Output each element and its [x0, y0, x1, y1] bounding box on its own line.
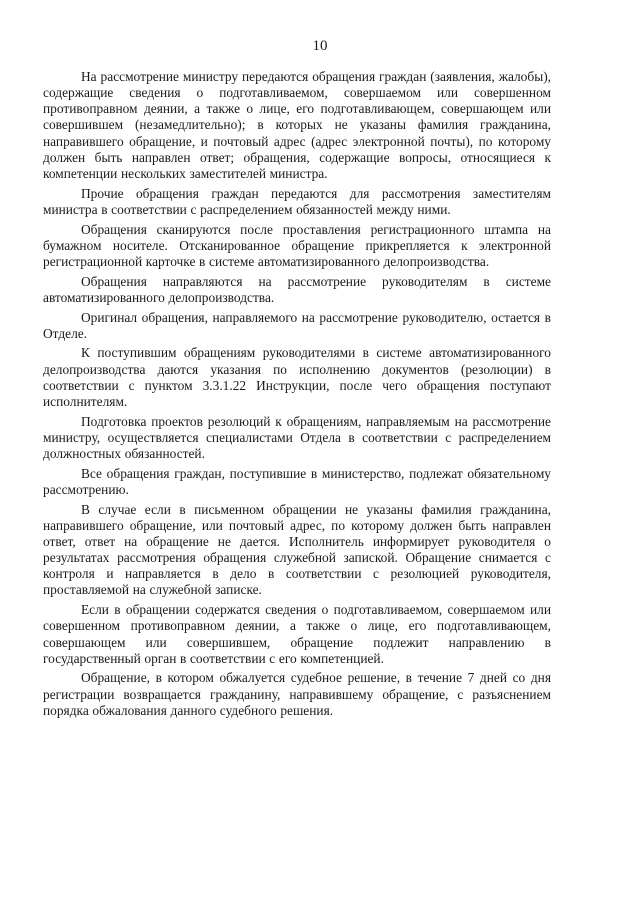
- paragraph-court-decisions: Обращение, в котором обжалуется судебное решение, в течение 7 дней со дня регистрации возвращается гражданину, направившему обращение, с разъяснением порядка обжалования данного судебного решения.: [43, 670, 551, 718]
- paragraph-minister-referral: На рассмотрение министру передаются обращения граждан (заявления, жалобы), содержащие сведения о подготавливаемом, совершаемом или совершенном противоправном деянии, а также о лице, его подготавливающем, совершающем или совершившем (незамедлительно); в которых не указаны фамилия гражданина, направившего обращение, и почтовый адрес (адрес электронной почты), по которому должен быть направлен ответ; обращения, содержащие вопросы, относящиеся к компетенции нескольких заместителей министра.: [43, 69, 551, 181]
- paragraph-mandatory-review: Все обращения граждан, поступившие в министерство, подлежат обязательному рассмотрению.: [43, 465, 551, 497]
- page-number: 10: [312, 38, 328, 54]
- paragraph-original-kept: Оригинал обращения, направляемого на рассмотрение руководителю, остается в Отделе.: [43, 309, 551, 341]
- paragraph-draft-resolutions: Подготовка проектов резолюций к обращениям, направляемым на рассмотрение министру, осуществляется специалистами Отдела в соответствии с распределением должностных обязанностей.: [43, 413, 551, 461]
- paragraph-unlawful-acts: Если в обращении содержатся сведения о подготавливаемом, совершаемом или совершенном противоправном деянии, а также о лице, его подготавливающем, совершающем или совершившем, обращение подлежит направлению в государственный орган в соответствии с его компетенцией.: [43, 602, 551, 666]
- paragraph-routing: Обращения направляются на рассмотрение руководителям в системе автоматизированного делопроизводства.: [43, 273, 551, 305]
- paragraph-resolutions: К поступившим обращениям руководителями в системе автоматизированного делопроизводства даются указания по исполнению документов (резолюции) в соответствии с пунктом 3.3.1.22 Инструкции, после чего обращения поступают исполнителям.: [43, 345, 551, 409]
- paragraph-anonymous-appeals: В случае если в письменном обращении не указаны фамилия гражданина, направившего обращение, или почтовый адрес, по которому должен быть направлен ответ, ответ на обращение не дается. Исполнитель информирует руководителя о результатах рассмотрения обращения служебной запиской. Обращение снимается с контроля и направляется в дело в соответствии с резолюцией руководителя, проставляемой на служебной записке.: [43, 501, 551, 598]
- document-body: [43, 69, 551, 719]
- paragraph-scanning: Обращения сканируются после проставления регистрационного штампа на бумажном носителе. Отсканированное обращение прикрепляется к электронной регистрационной карточке в системе автоматизированного делопроизводства.: [43, 221, 551, 269]
- paragraph-deputy-referral: Прочие обращения граждан передаются для рассмотрения заместителям министра в соответствии с распределением обязанностей между ними.: [43, 185, 551, 217]
